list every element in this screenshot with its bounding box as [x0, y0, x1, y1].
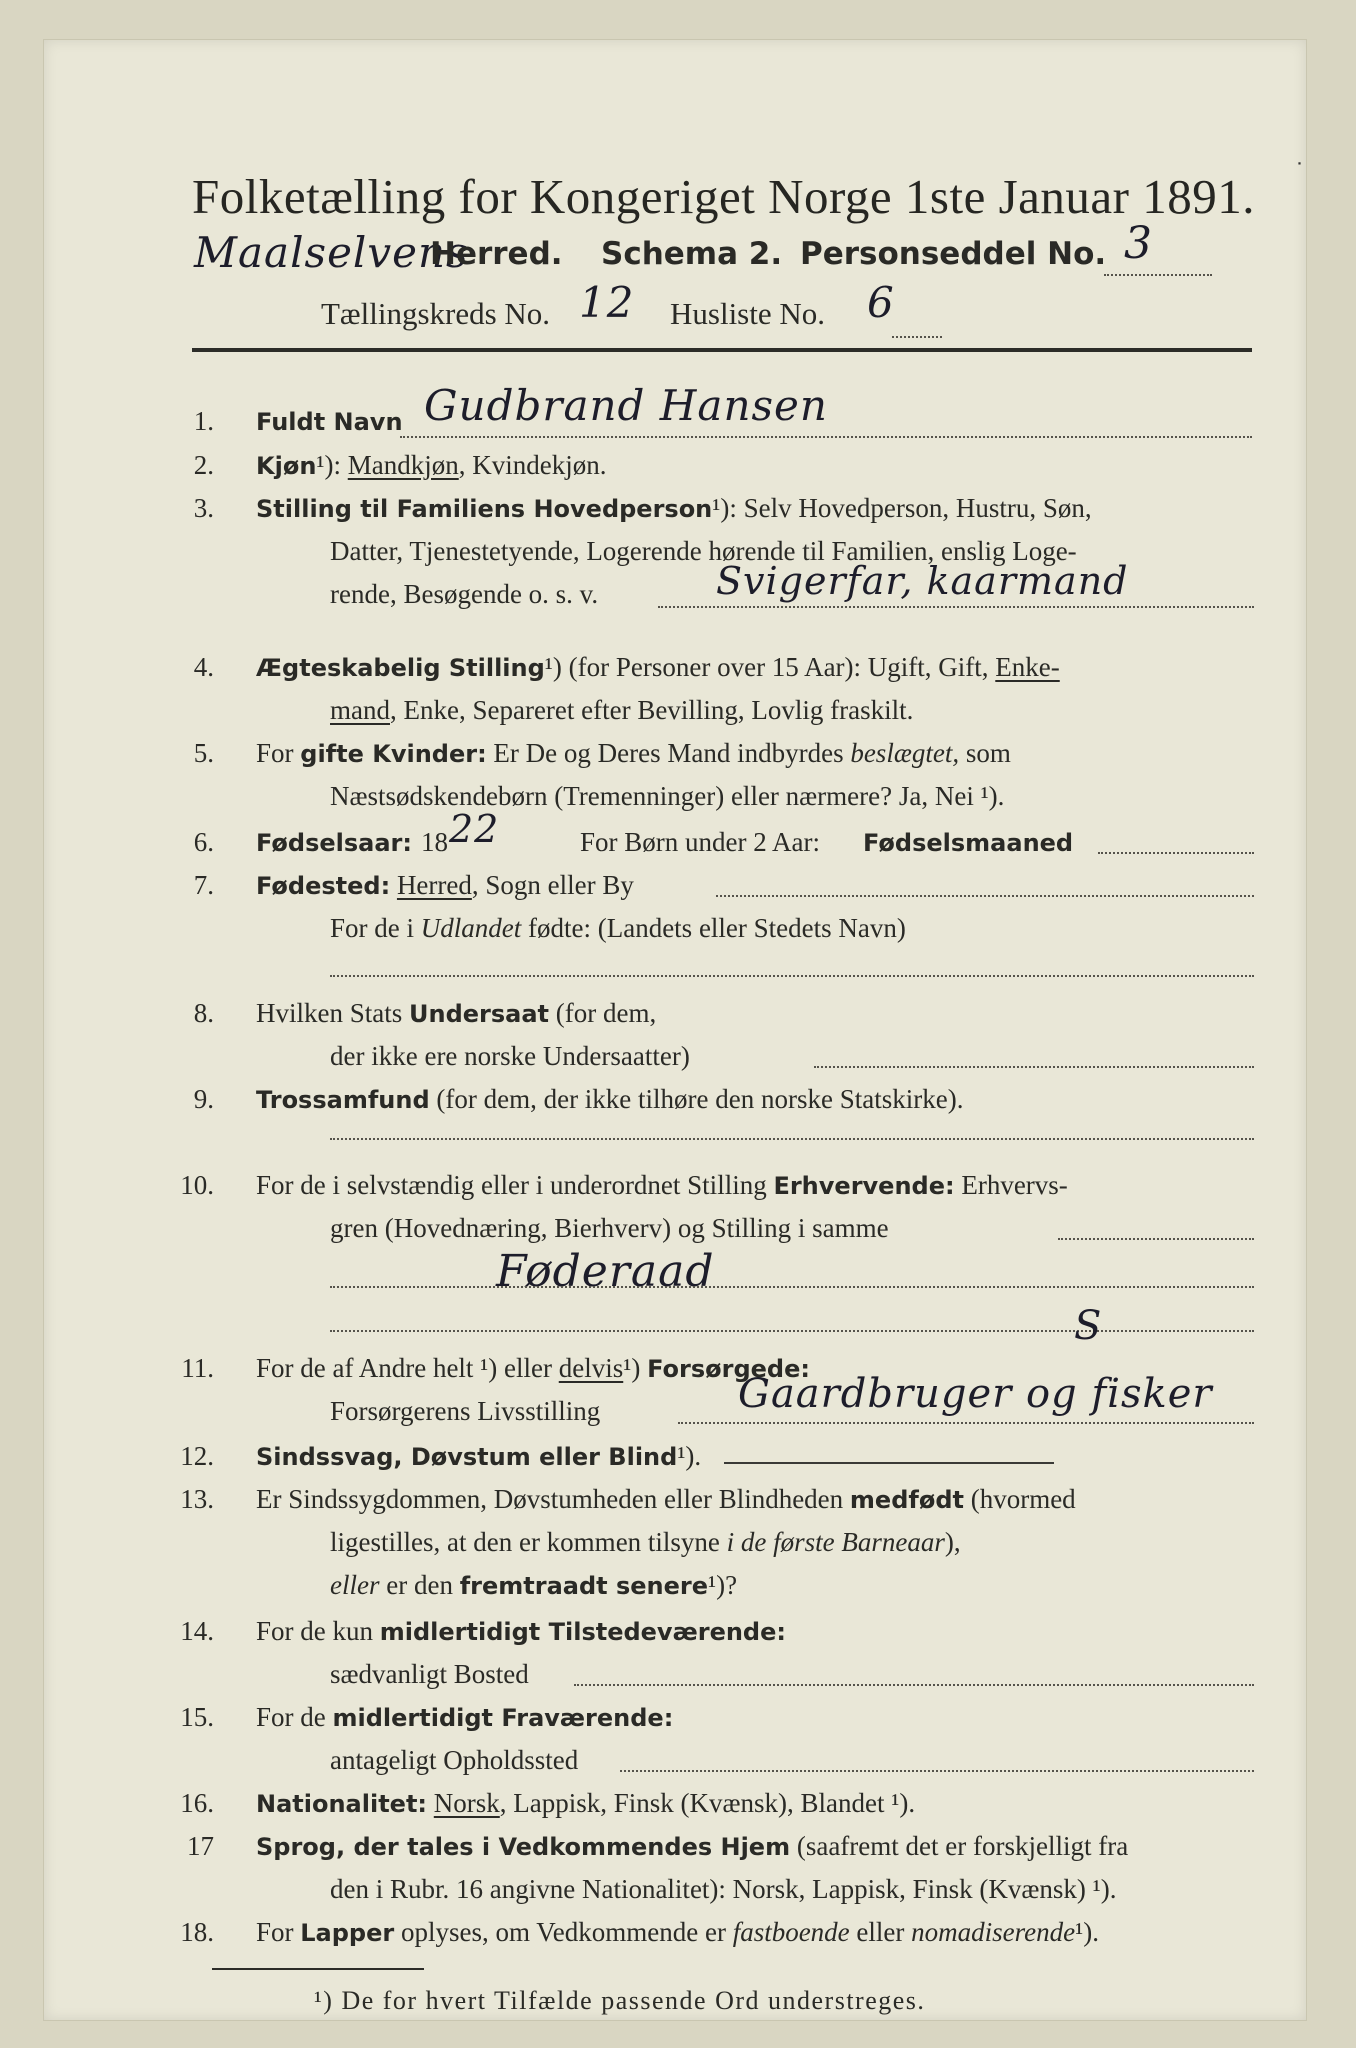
q4-text1: ¹) (for Personer over 15 Aar): Ugift, Gift,	[544, 652, 989, 682]
q12-line	[256, 1443, 701, 1470]
q5-number: 5.	[193, 738, 214, 768]
q2-option-kvindekjon: , Kvindekjøn.	[458, 450, 607, 480]
herred-value: Maalselvens	[194, 228, 469, 277]
q18-label: Lapper	[300, 1919, 395, 1947]
q11-livsstilling-value: Gaardbruger og fisker	[738, 1371, 1213, 1417]
q15-dots	[620, 1770, 1254, 1772]
q16-line	[256, 1790, 915, 1817]
q18-text1: oplyses, om Vedkommende er	[400, 1917, 726, 1947]
q13-number: 13.	[180, 1484, 214, 1514]
q13-medfodt: medfødt	[849, 1486, 964, 1514]
q9-label: Trossamfund	[256, 1086, 430, 1114]
q18-end: ¹).	[1075, 1917, 1099, 1947]
q7-line2	[330, 915, 906, 942]
q4-number: 4.	[193, 652, 214, 682]
q4-option-enke-part2: mand	[330, 695, 390, 725]
q13-text2c: ),	[944, 1527, 961, 1557]
q3-stilling-value: Svigerfar, kaarmand	[716, 559, 1129, 603]
q12-pen-stroke	[724, 1462, 1054, 1464]
header-rule	[192, 348, 1252, 352]
q18-line	[256, 1919, 1099, 1946]
q17-line1	[256, 1833, 1128, 1860]
q10-dots2	[330, 1286, 1254, 1288]
q3-line1	[256, 495, 1092, 522]
q13-text2a: ligestilles, at den er kommen tilsyne	[330, 1527, 720, 1557]
husliste-dots	[892, 336, 942, 338]
q2-line	[256, 452, 607, 479]
q7-line1	[256, 872, 634, 899]
q12-label: Sindssvag, Døvstum eller Blind	[256, 1443, 678, 1471]
q14-label: midlertidigt Tilstedeværende:	[379, 1618, 786, 1646]
q15-line2: antageligt Opholdssted	[330, 1745, 579, 1775]
q5-line1	[256, 740, 1011, 767]
q11-label: Forsørgede:	[647, 1355, 810, 1383]
q6-number: 6.	[193, 827, 214, 857]
q11-line2: Forsørgerens Livsstilling	[330, 1396, 601, 1426]
q2-label: Kjøn	[256, 452, 317, 480]
q4-line1	[256, 654, 1060, 681]
q4-line2	[330, 697, 913, 724]
q16-text: , Lappisk, Finsk (Kvænsk), Blandet ¹).	[499, 1788, 916, 1818]
q7-text2a: For de i	[330, 913, 414, 943]
q10-line2: gren (Hovednæring, Bierhverv) og Stilling i samme	[330, 1213, 889, 1243]
kreds-value: 12	[579, 278, 635, 327]
q4-text2: , Enke, Separeret efter Bevilling, Lovlig fraskilt.	[390, 695, 914, 725]
q11-option-delvis: delvis	[558, 1353, 624, 1383]
q17-line2: den i Rubr. 16 angivne Nationalitet): Norsk, Lappisk, Finsk (Kvænsk) ¹).	[330, 1874, 1117, 1904]
q12-number: 12.	[180, 1441, 214, 1471]
q11-number: 11.	[181, 1353, 214, 1383]
q10-number: 10.	[180, 1170, 214, 1200]
q6-dots	[1098, 852, 1254, 854]
q11-margin-mark: S	[1074, 1303, 1103, 1349]
q10-line1	[256, 1172, 1068, 1199]
q3-dots	[658, 606, 1254, 608]
census-form-page	[44, 40, 1306, 2020]
q10-erhverv-value: Føderaad	[496, 1246, 715, 1297]
q14-line1	[256, 1618, 786, 1645]
q4-option-enke-part1: Enke-	[995, 652, 1060, 682]
q13-line3	[330, 1572, 737, 1599]
q12-sup: ¹).	[677, 1441, 702, 1471]
q18-pre: For	[256, 1917, 294, 1947]
personseddel-label: Personseddel No.	[800, 236, 1107, 272]
q6-prefix: 18	[421, 827, 448, 857]
q9-dots	[330, 1138, 1254, 1140]
q3-label: Stilling til Familiens Hovedperson	[256, 495, 713, 523]
q1-name-value: Gudbrand Hansen	[424, 381, 828, 430]
q8-dots	[814, 1066, 1254, 1068]
q11-line1	[256, 1355, 810, 1382]
q10-dots3	[330, 1330, 1254, 1332]
q1-dots	[400, 436, 1252, 438]
q6-label: Fødselsaar:	[256, 829, 412, 857]
q6-text: For Børn under 2 Aar:	[580, 827, 820, 857]
q5-som: som	[965, 738, 1011, 768]
q5-line2: Næstsødskendebørn (Tremenninger) eller nærmere? Ja, Nei ¹).	[330, 781, 1005, 811]
q8-line1	[256, 1000, 656, 1027]
q13-text3a: er den	[386, 1570, 453, 1600]
q2-option-mandkjon: Mandkjøn	[347, 450, 459, 480]
q13-text2b: i de første Barneaar	[726, 1527, 945, 1557]
q5-beslaegtet: beslægtet,	[850, 738, 960, 768]
q7-option-herred: Herred	[396, 870, 472, 900]
kreds-label: Tællingskreds No.	[321, 296, 551, 331]
q3-line3: rende, Besøgende o. s. v.	[330, 579, 599, 609]
q11-sup: ¹)	[623, 1353, 641, 1383]
q5-label: gifte Kvinder:	[300, 740, 487, 768]
q13-line1	[256, 1486, 1076, 1513]
q8-number: 8.	[193, 998, 214, 1028]
q10-label: Erhvervende:	[773, 1172, 955, 1200]
q1-label: Fuldt Navn	[256, 408, 403, 436]
q7-dots2	[330, 975, 1254, 977]
schema-label: Schema 2.	[601, 236, 783, 272]
q13-eller: eller	[330, 1570, 380, 1600]
q14-dots	[574, 1684, 1254, 1686]
q16-number: 16.	[180, 1788, 214, 1818]
q11-text1: For de af Andre helt ¹) eller	[256, 1353, 552, 1383]
q14-line2: sædvanligt Bosted	[330, 1659, 529, 1689]
q8-text1b: (for dem,	[555, 998, 657, 1028]
q13-text1: Er Sindssygdommen, Døvstumheden eller Blindheden	[256, 1484, 844, 1514]
personseddel-dots	[1104, 274, 1212, 276]
q15-number: 15.	[180, 1702, 214, 1732]
husliste-value: 6	[867, 278, 895, 327]
q18-eller: eller	[856, 1917, 905, 1947]
q14-number: 14.	[180, 1616, 214, 1646]
husliste-label: Husliste No.	[670, 296, 825, 331]
q10-text1b: Erhvervs-	[961, 1170, 1068, 1200]
q7-dots1	[716, 895, 1254, 897]
herred-label: Herred.	[430, 236, 563, 272]
footnote-rule	[212, 1968, 424, 1970]
personseddel-value: 3	[1124, 218, 1153, 269]
q17-label: Sprog, der tales i Vedkommendes Hjem	[256, 1833, 791, 1861]
q8-line2: der ikke ere norske Undersaatter)	[330, 1041, 690, 1071]
q16-option-norsk: Norsk	[433, 1788, 500, 1818]
q1-number: 1.	[193, 406, 214, 436]
q9-line	[256, 1086, 963, 1113]
q6-label2: Fødselsmaaned	[863, 829, 1074, 857]
q4-label: Ægteskabelig Stilling	[256, 654, 545, 682]
footnote: ¹) De for hvert Tilfælde passende Ord understreges.	[314, 1986, 926, 2015]
q8-text1a: Hvilken Stats	[256, 998, 403, 1028]
q14-text1a: For de kun	[256, 1616, 373, 1646]
q7-udlandet: Udlandet	[420, 913, 522, 943]
q5-pre: For	[256, 738, 294, 768]
q18-number: 18.	[180, 1917, 214, 1947]
q13-text3b: ¹)?	[708, 1570, 738, 1600]
form-title: Folketælling for Kongeriget Norge 1ste Januar 1891.	[192, 169, 1255, 224]
q7-number: 7.	[193, 870, 214, 900]
q10-text1: For de i selvstændig eller i underordnet Stilling	[256, 1170, 767, 1200]
q3-line2: Datter, Tjenestetyende, Logerende hørende til Familien, enslig Loge-	[330, 536, 1077, 566]
q5-text1: Er De og Deres Mand indbyrdes	[493, 738, 844, 768]
q15-text1a: For de	[256, 1702, 326, 1732]
stray-mark-top-right: ˙	[1294, 160, 1305, 185]
q3-number: 3.	[193, 493, 214, 523]
q9-number: 9.	[193, 1084, 214, 1114]
q16-label: Nationalitet:	[256, 1790, 428, 1818]
q18-fastboende: fastboende	[732, 1917, 850, 1947]
q3-text1: ¹): Selv Hovedperson, Hustru, Søn,	[712, 493, 1092, 523]
q7-text1: , Sogn eller By	[471, 870, 634, 900]
q13-line2	[330, 1529, 961, 1556]
q8-label: Undersaat	[409, 1000, 550, 1028]
q6-year-value: 22	[449, 807, 500, 851]
q13-text1b: (hvormed	[970, 1484, 1076, 1514]
q15-label: midlertidigt Fraværende:	[332, 1704, 674, 1732]
q13-fremtraadt: fremtraadt senere	[459, 1572, 709, 1600]
q17-text1: (saafremt det er forskjelligt fra	[796, 1831, 1129, 1861]
q7-text2b: fødte: (Landets eller Stedets Navn)	[528, 913, 906, 943]
q2-number: 2.	[193, 450, 214, 480]
q7-label: Fødested:	[256, 872, 391, 900]
q10-dots1	[1058, 1238, 1254, 1240]
q17-number: 17	[187, 1831, 214, 1861]
q2-sup: ¹):	[316, 450, 341, 480]
q9-text: (for dem, der ikke tilhøre den norske Statskirke).	[436, 1084, 964, 1114]
q18-nomadiserende: nomadiserende	[911, 1917, 1076, 1947]
q11-dots	[678, 1422, 1254, 1424]
q15-line1	[256, 1704, 673, 1731]
